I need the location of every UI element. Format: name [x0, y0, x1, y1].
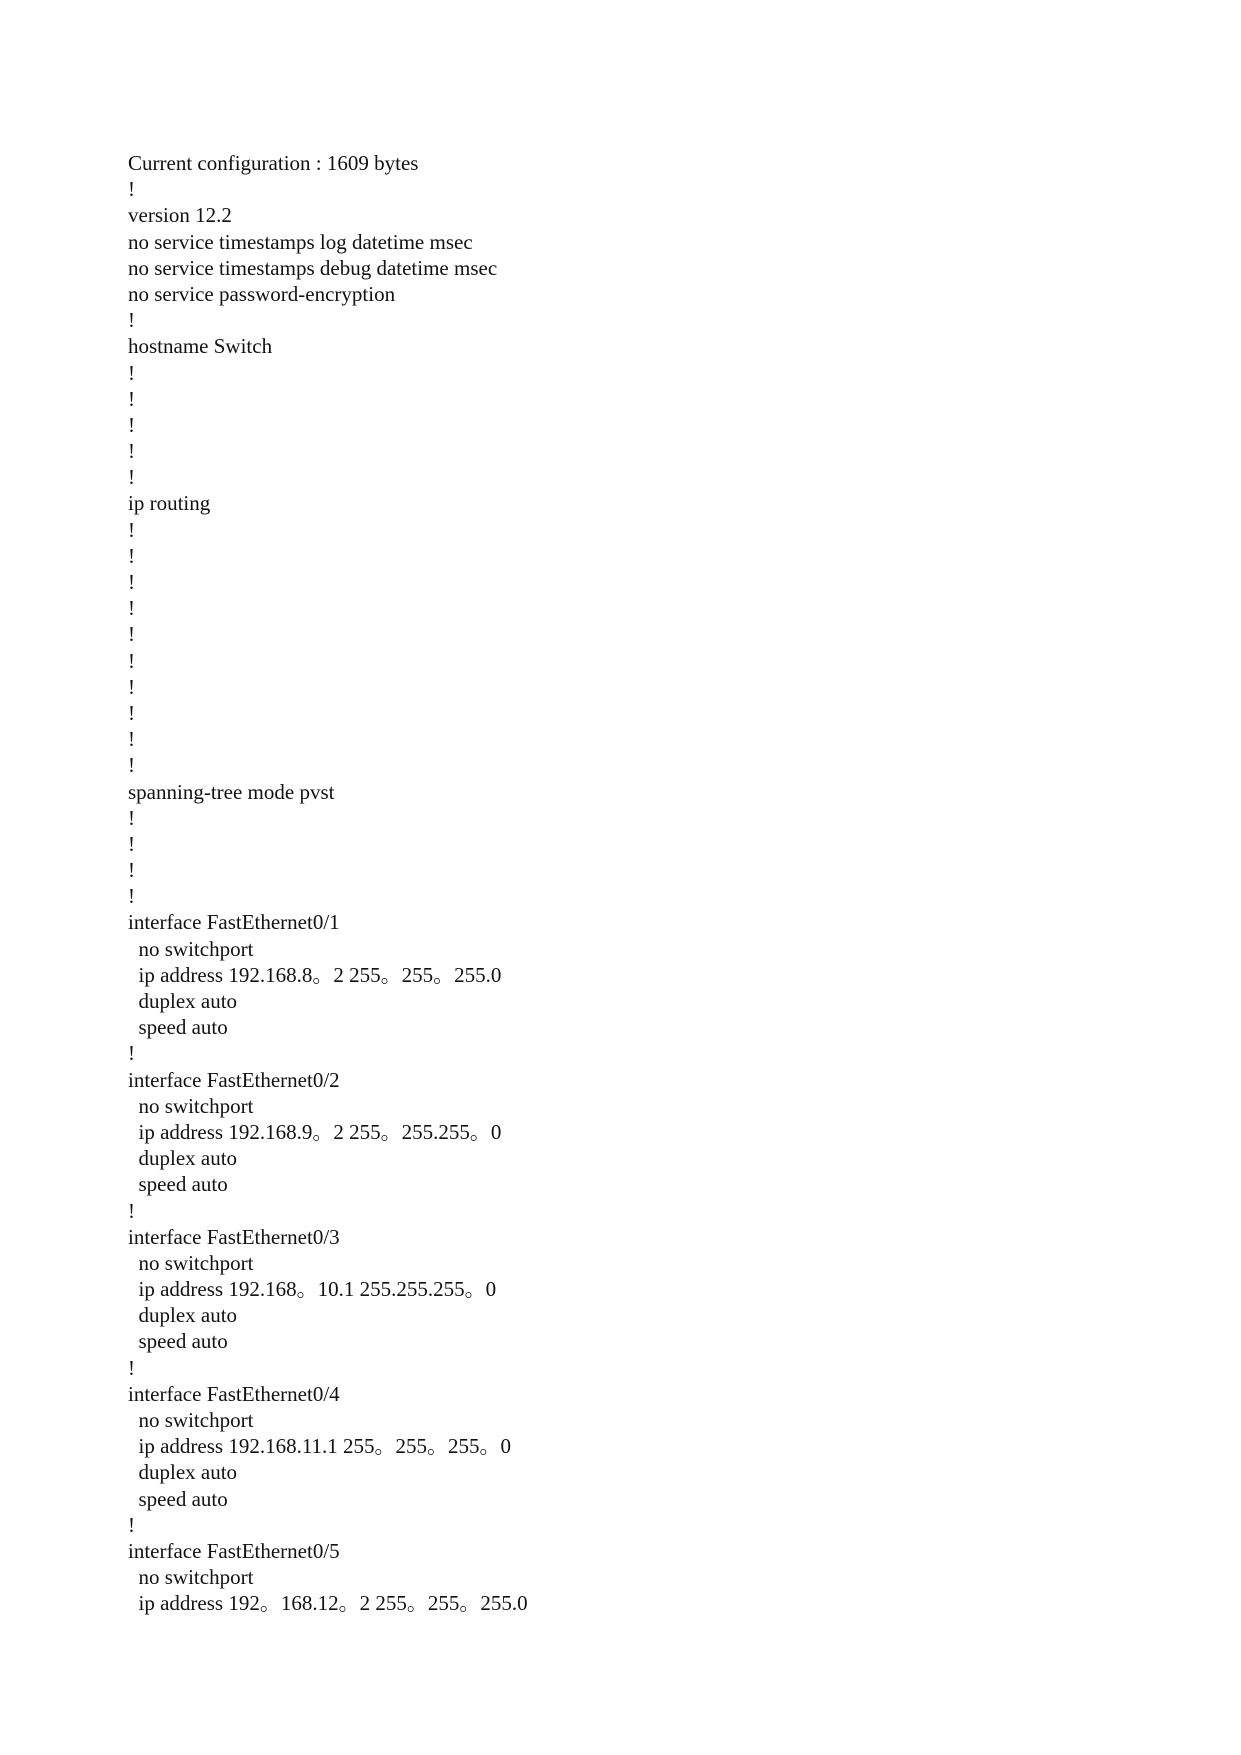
config-line: !	[128, 596, 135, 621]
config-line: !	[128, 543, 135, 568]
config-line: version 12.2	[128, 203, 232, 228]
config-line: interface FastEthernet0/3	[128, 1224, 340, 1249]
config-line: !	[128, 648, 135, 673]
config-line: speed auto	[128, 1172, 228, 1197]
config-line: !	[128, 831, 135, 856]
config-line: ip address 192.168.9。2 255。255.255。0	[128, 1119, 502, 1144]
config-line: speed auto	[128, 1486, 228, 1511]
config-line: interface FastEthernet0/4	[128, 1381, 340, 1406]
config-line: ip address 192.168.8。2 255。255。255.0	[128, 962, 502, 987]
config-line: !	[128, 1041, 135, 1066]
config-line: !	[128, 884, 135, 909]
config-line: !	[128, 753, 135, 778]
config-line: !	[128, 700, 135, 725]
config-line: duplex auto	[128, 1460, 238, 1485]
config-line: !	[128, 805, 135, 830]
config-line: interface FastEthernet0/5	[128, 1538, 340, 1563]
config-line: !	[128, 308, 135, 333]
config-line: duplex auto	[128, 1146, 238, 1171]
config-line: !	[128, 1198, 135, 1223]
config-line: hostname Switch	[128, 334, 273, 359]
config-line: duplex auto	[128, 1303, 238, 1328]
config-line: !	[128, 1512, 135, 1537]
config-listing	[128, 150, 528, 1617]
config-line: interface FastEthernet0/2	[128, 1067, 340, 1092]
config-line: speed auto	[128, 1015, 228, 1040]
config-line: speed auto	[128, 1329, 228, 1354]
config-line: !	[128, 570, 135, 594]
config-line: !	[128, 674, 135, 699]
config-line: no service password-encryption	[128, 281, 396, 306]
config-line: no switchport	[128, 1565, 254, 1590]
config-line: spanning-tree mode pvst	[128, 779, 335, 804]
config-line: no switchport	[128, 1093, 254, 1118]
config-line: no switchport	[128, 1408, 254, 1432]
config-line: !	[128, 386, 135, 411]
config-line: no switchport	[128, 936, 254, 961]
config-line: !	[128, 1355, 135, 1380]
config-line: no service timestamps debug datetime msec	[128, 255, 498, 280]
config-line: Current configuration : 1609 bytes	[128, 151, 419, 175]
config-line: interface FastEthernet0/1	[128, 910, 340, 935]
config-line: no switchport	[128, 1250, 254, 1275]
config-line: !	[128, 360, 135, 385]
config-line: ip address 192.168。10.1 255.255.255。0	[128, 1277, 497, 1302]
config-line: ip address 192.168.11.1 255。255。255。0	[128, 1434, 512, 1459]
config-line: !	[128, 177, 135, 202]
config-line: !	[128, 465, 135, 490]
config-line: !	[128, 412, 135, 437]
config-line: !	[128, 727, 135, 752]
config-line: ip address 192。168.12。2 255。255。255.0	[128, 1591, 528, 1616]
config-line: ip routing	[128, 491, 211, 516]
config-line: duplex auto	[128, 989, 238, 1013]
config-line: !	[128, 517, 135, 542]
config-line: !	[128, 858, 135, 883]
config-line: !	[128, 622, 135, 647]
config-line: !	[128, 439, 135, 464]
config-line: no service timestamps log datetime msec	[128, 229, 473, 254]
